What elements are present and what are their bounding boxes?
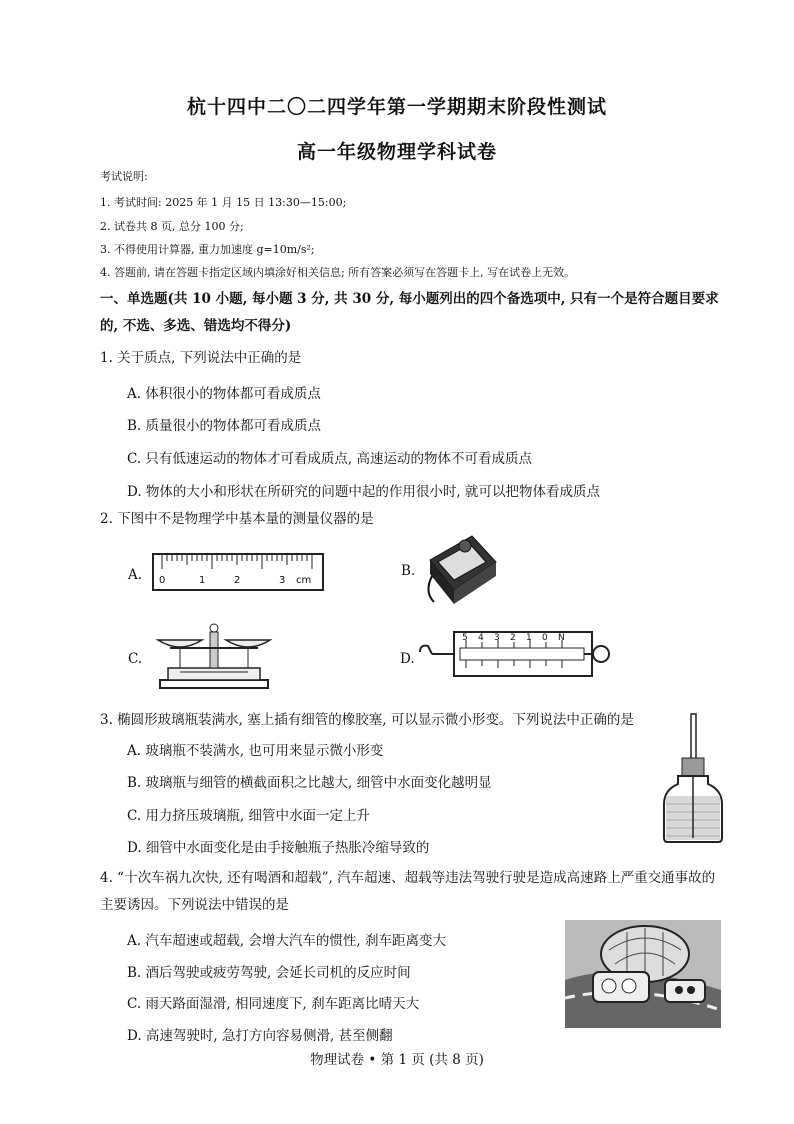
instruction-item: 1. 考试时间: 2025 年 1 月 15 日 13:30—15:00; xyxy=(100,196,347,209)
ruler-image xyxy=(152,553,324,591)
spring-scale-image xyxy=(418,630,614,678)
question-2-label-d: D. xyxy=(400,651,415,667)
question-4-option-a: A. 汽车超速或超载, 会增大汽车的惯性, 刹车距离变大 xyxy=(127,933,446,949)
exam-title: 杭十四中二〇二四学年第一学期期末阶段性测试 xyxy=(186,96,607,118)
page-footer: 物理试卷 • 第 1 页 (共 8 页) xyxy=(310,1052,484,1068)
question-3-stem: 3. 椭圆形玻璃瓶装满水, 塞上插有细管的橡胶塞, 可以显示微小形变。下列说法中正确的是 xyxy=(100,712,634,728)
question-1-option-d: D. 物体的大小和形状在所研究的问题中起的作用很小时, 就可以把物体看成质点 xyxy=(127,484,601,500)
balance-scale-image xyxy=(150,618,278,690)
ruler-tick-label: cm xyxy=(296,575,312,586)
scale-number: 3 xyxy=(494,633,500,643)
scale-number: 5 xyxy=(462,633,468,643)
scale-number: 1 xyxy=(526,633,532,643)
question-3-option-b: B. 玻璃瓶与细管的横截面积之比越大, 细管中水面变化越明显 xyxy=(127,775,492,791)
section-heading-line2: 的, 不选、多选、错选均不得分) xyxy=(100,318,292,334)
question-4-stem-line2: 主要诱因。下列说法中错误的是 xyxy=(100,897,289,913)
scale-number: 0 xyxy=(542,633,548,643)
question-3-option-d: D. 细管中水面变化是由手接触瓶子热胀冷缩导致的 xyxy=(127,840,430,856)
instruction-item: 2. 试卷共 8 页, 总分 100 分; xyxy=(100,220,244,233)
section-heading xyxy=(100,286,725,340)
scale-number: 4 xyxy=(478,633,484,643)
instructions-heading: 考试说明: xyxy=(100,170,148,183)
question-2-label-c: C. xyxy=(128,651,143,667)
traffic-cartoon-image xyxy=(565,920,721,1028)
instruction-item: 3. 不得使用计算器, 重力加速度 g=10m/s²; xyxy=(100,243,315,256)
glass-bottle-image xyxy=(660,712,726,844)
stopwatch-timer-image xyxy=(420,532,498,608)
question-4-option-d: D. 高速驾驶时, 急打方向容易侧滑, 甚至侧翻 xyxy=(127,1028,393,1044)
question-2-label-a: A. xyxy=(128,567,143,583)
scale-number: 2 xyxy=(510,633,516,643)
question-4-option-c: C. 雨天路面湿滑, 相同速度下, 刹车距离比晴天大 xyxy=(127,996,420,1012)
question-1-stem: 1. 关于质点, 下列说法中正确的是 xyxy=(100,350,302,366)
question-2-label-b: B. xyxy=(401,563,416,579)
ruler-tick-label: 2 xyxy=(234,575,241,586)
section-heading-line1: 一、单选题(共 10 小题, 每小题 3 分, 共 30 分, 每小题列出的四个备选项中, 只有一个是符合题目要求 xyxy=(100,291,719,307)
question-4-option-b: B. 酒后驾驶或疲劳驾驶, 会延长司机的反应时间 xyxy=(127,965,411,981)
question-1-option-c: C. 只有低速运动的物体才可看成质点, 高速运动的物体不可看成质点 xyxy=(127,451,533,467)
exam-subtitle: 高一年级物理学科试卷 xyxy=(296,141,497,163)
ruler-tick-label: 3 xyxy=(279,575,286,586)
scale-unit: N xyxy=(558,633,565,643)
question-2-stem: 2. 下图中不是物理学中基本量的测量仪器的是 xyxy=(100,511,374,527)
question-4-stem-line1: 4. “十次车祸九次快, 还有喝酒和超载”, 汽车超速、超载等违法驾驶行驶是造成高速路上严重交通事故的 xyxy=(100,870,716,886)
ruler-tick-label: 1 xyxy=(199,575,206,586)
instruction-item: 4. 答题前, 请在答题卡指定区域内填涂好相关信息; 所有答案必须写在答题卡上, 写在试卷上无效。 xyxy=(100,266,576,279)
question-1-option-b: B. 质量很小的物体都可看成质点 xyxy=(127,418,322,434)
question-1-option-a: A. 体积很小的物体都可看成质点 xyxy=(127,386,321,402)
ruler-tick-label: 0 xyxy=(159,575,166,586)
question-3-option-a: A. 玻璃瓶不装满水, 也可用来显示微小形变 xyxy=(127,743,384,759)
question-3-option-c: C. 用力挤压玻璃瓶, 细管中水面一定上升 xyxy=(127,808,371,824)
